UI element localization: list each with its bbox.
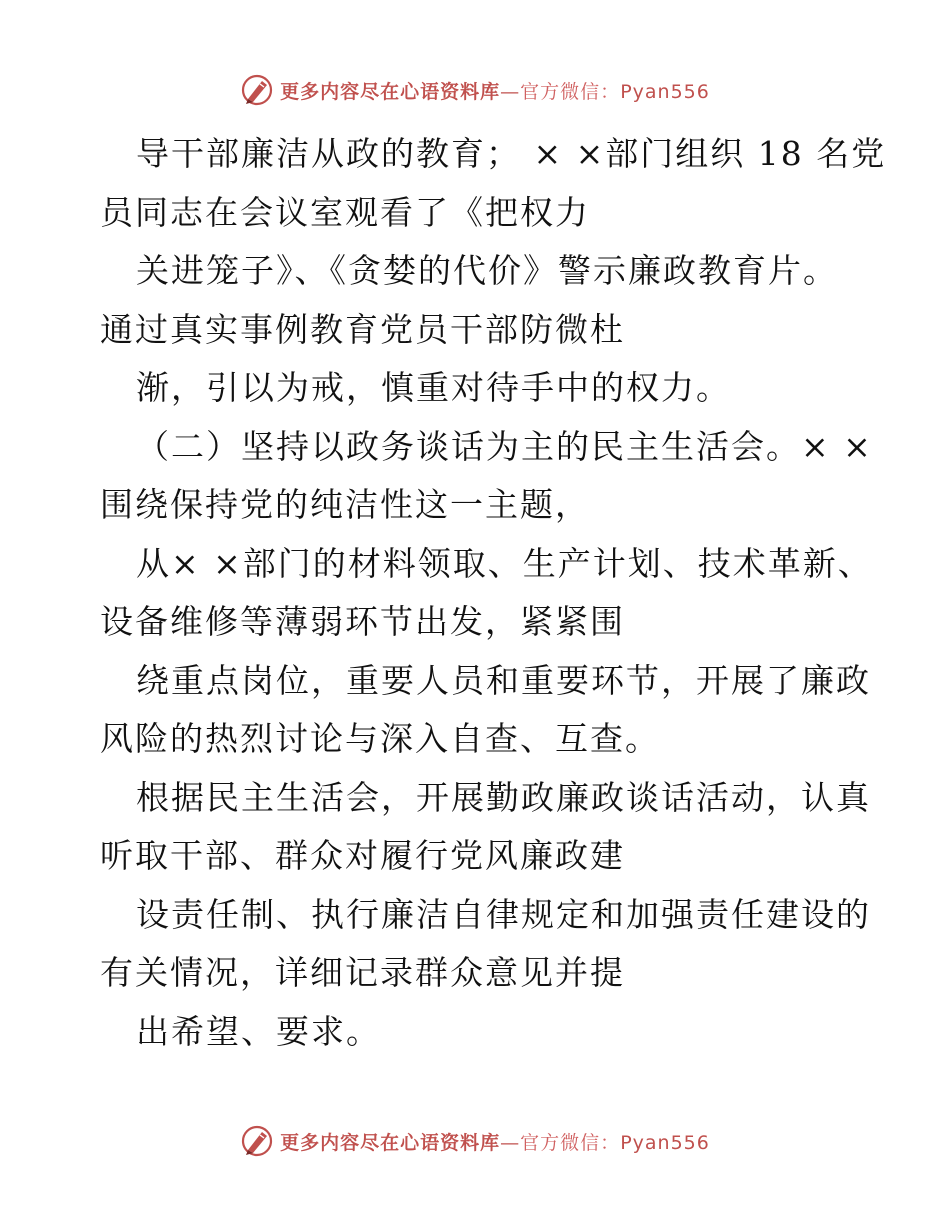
watermark-wechat-id: Pyan556 bbox=[620, 80, 710, 103]
text-line: 设责任制、执行廉洁自律规定和加强责任建设的 bbox=[136, 894, 871, 934]
watermark-separator: — bbox=[500, 80, 521, 103]
text-line: 关进笼子》、《贪婪的代价》警示廉政教育片。 bbox=[136, 251, 838, 290]
watermark-separator: — bbox=[500, 1131, 521, 1154]
text-line: 根据民主生活会，开展勤政廉政谈话活动，认真 bbox=[136, 777, 871, 817]
text-line: （二）坚持以政务谈话为主的民主生活会。× × bbox=[136, 426, 873, 466]
watermark-text bbox=[280, 77, 710, 104]
text-line: 设备维修等薄弱环节出发，紧紧围 bbox=[100, 602, 625, 641]
text-line: 从× ×部门的材料领取、生产计划、技术革新、 bbox=[136, 543, 873, 583]
text-line: 绕重点岗位，重要人员和重要环节，开展了廉政 bbox=[136, 660, 871, 700]
text-line: 渐，引以为戒，慎重对待手中的权力。 bbox=[136, 368, 731, 407]
watermark-footer bbox=[0, 1121, 950, 1161]
pen-logo-icon bbox=[240, 73, 274, 107]
watermark-wechat-id: Pyan556 bbox=[620, 1131, 710, 1154]
text-line: 有关情况，详细记录群众意见并提 bbox=[100, 953, 625, 992]
watermark-header bbox=[0, 70, 950, 110]
text-line: 风险的热烈讨论与深入自查、互查。 bbox=[100, 719, 660, 758]
pen-logo-icon bbox=[240, 1124, 274, 1158]
text-line: 导干部廉洁从政的教育； × ×部门组织 18 名党 bbox=[136, 134, 887, 173]
text-line: 出希望、要求。 bbox=[136, 1011, 381, 1051]
watermark-wechat-label: 官方微信： bbox=[520, 1131, 621, 1154]
text-line: 通过真实事例教育党员干部防微杜 bbox=[100, 309, 625, 349]
text-line: 围绕保持党的纯洁性这一主题， bbox=[100, 485, 590, 524]
watermark-site: 更多内容尽在心语资料库 bbox=[280, 1131, 501, 1154]
text-line: 听取干部、群众对履行党风廉政建 bbox=[100, 836, 625, 875]
document-body bbox=[100, 125, 887, 1061]
watermark-wechat-label: 官方微信： bbox=[520, 80, 621, 103]
text-line: 员同志在会议室观看了《把权力 bbox=[100, 192, 590, 232]
watermark-site: 更多内容尽在心语资料库 bbox=[280, 80, 501, 103]
watermark-text bbox=[280, 1128, 710, 1155]
